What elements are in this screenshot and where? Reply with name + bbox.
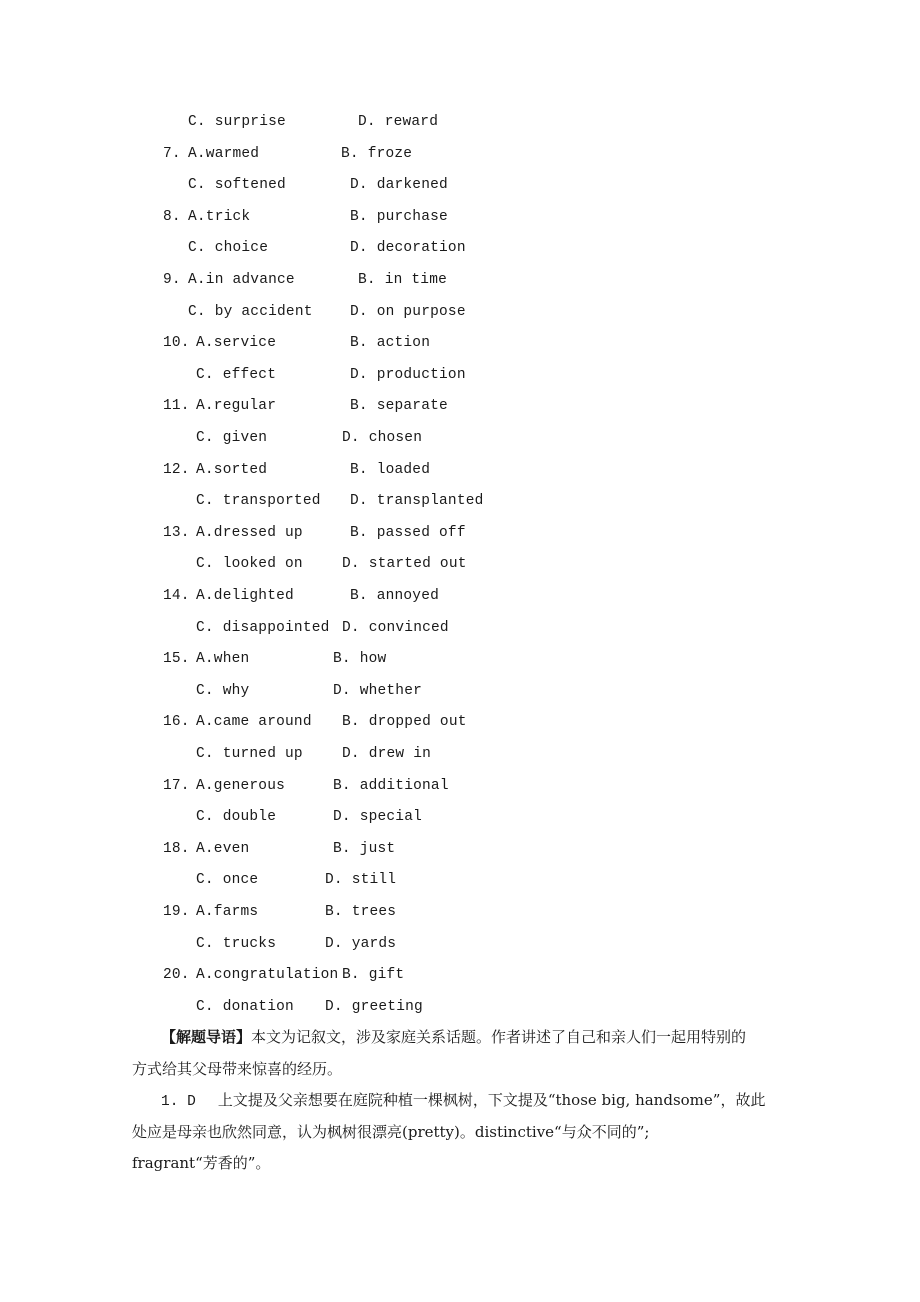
option-d: D. special — [333, 809, 423, 826]
option-a: A.in advance — [188, 272, 295, 288]
option-c: C. surprise — [188, 114, 286, 130]
option-d: D. darkened — [350, 177, 448, 194]
option-c: C. once — [196, 872, 259, 889]
question-number: 10. — [163, 335, 190, 352]
option-a: A.came around — [196, 714, 312, 731]
option-b: B. how — [333, 651, 387, 668]
question-number: 11. — [163, 398, 190, 415]
option-b: B. additional — [333, 777, 449, 794]
option-c: C. softened — [188, 177, 286, 194]
option-a: A.trick — [188, 208, 251, 225]
option-c: C. double — [196, 809, 277, 826]
answer-line3: fragrant“芳香的”。 — [132, 1154, 271, 1173]
guide-title: 【解题导语】 — [161, 1028, 252, 1046]
option-d: D. reward — [358, 114, 439, 130]
answer-line2: 处应是母亲也欣然同意，认为枫树很漂亮(pretty)。distinctive“与众不同的”; — [132, 1122, 650, 1141]
option-c: C. turned up — [196, 746, 303, 762]
option-d: D. decoration — [350, 240, 466, 257]
answer-line1: 上文提及父亲想要在庭院种植一棵枫树，下文提及“those big, handsome”，故此 — [217, 1091, 766, 1109]
option-b: B. separate — [350, 398, 448, 415]
option-c: C. given — [196, 430, 268, 446]
option-d: D. started out — [342, 556, 467, 573]
option-a: A.dressed up — [196, 524, 303, 541]
option-a: A.when — [196, 651, 250, 668]
option-c: C. why — [196, 682, 250, 699]
option-a: A.even — [196, 840, 250, 857]
option-a: A.service — [196, 335, 277, 352]
option-d: D. greeting — [325, 998, 423, 1015]
option-d: D. still — [325, 872, 397, 889]
option-a: A.regular — [196, 398, 277, 415]
question-number: 7. — [163, 145, 181, 162]
answer-label: 1. D — [161, 1094, 196, 1110]
question-number: 15. — [163, 651, 190, 668]
option-a: A.delighted — [196, 588, 294, 604]
option-b: B. just — [333, 840, 396, 857]
option-b: B. loaded — [350, 461, 431, 478]
option-c: C. looked on — [196, 556, 303, 573]
option-c: C. donation — [196, 998, 294, 1015]
option-b: B. passed off — [350, 524, 466, 541]
question-number: 19. — [163, 904, 190, 920]
option-b: B. gift — [342, 967, 405, 984]
option-b: B. froze — [341, 145, 413, 162]
option-c: C. trucks — [196, 935, 277, 952]
question-number: 9. — [163, 272, 181, 288]
option-d: D. chosen — [342, 430, 423, 446]
option-b: B. purchase — [350, 208, 448, 225]
question-number: 20. — [163, 967, 190, 984]
option-c: C. transported — [196, 493, 321, 510]
option-b: B. action — [350, 335, 431, 352]
option-d: D. production — [350, 366, 466, 383]
option-a: A.sorted — [196, 461, 268, 478]
question-number: 18. — [163, 840, 190, 857]
guide-text-line2: 方式给其父母带来惊喜的经历。 — [132, 1059, 343, 1078]
question-number: 17. — [163, 777, 190, 794]
option-a: A.generous — [196, 777, 286, 794]
option-a: A.farms — [196, 904, 259, 920]
question-number: 8. — [163, 208, 181, 225]
option-d: D. transplanted — [350, 493, 484, 510]
question-number: 16. — [163, 714, 190, 731]
option-c: C. choice — [188, 240, 269, 257]
option-a: A.congratulation — [196, 967, 339, 984]
answer-1-paragraph — [132, 1085, 802, 1180]
option-d: D. yards — [325, 935, 397, 952]
question-number: 13. — [163, 524, 190, 541]
option-b: B. dropped out — [342, 714, 467, 731]
option-a: A.warmed — [188, 145, 260, 162]
question-number: 14. — [163, 588, 190, 604]
option-b: B. in time — [358, 272, 448, 288]
question-number: 12. — [163, 461, 190, 478]
guide-paragraph — [132, 1022, 802, 1085]
option-b: B. trees — [325, 904, 397, 920]
option-d: D. on purpose — [350, 303, 466, 320]
option-c: C. disappointed — [196, 619, 330, 636]
option-d: D. whether — [333, 682, 423, 699]
option-c: C. by accident — [188, 303, 313, 320]
option-b: B. annoyed — [350, 588, 440, 604]
option-d: D. convinced — [342, 619, 449, 636]
option-c: C. effect — [196, 366, 277, 383]
option-d: D. drew in — [342, 746, 432, 762]
guide-text-line1: 本文为记叙文，涉及家庭关系话题。作者讲述了自己和亲人们一起用特别的 — [251, 1028, 747, 1046]
